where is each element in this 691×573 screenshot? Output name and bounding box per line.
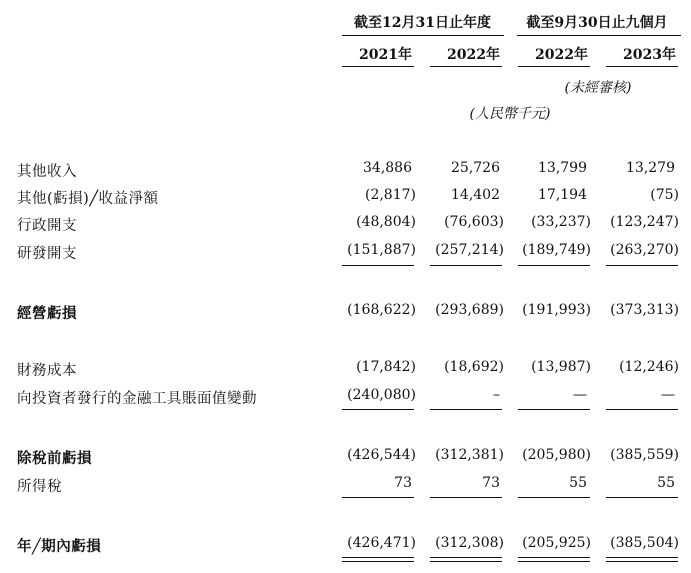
row-value: (385,559): [610, 447, 679, 463]
row-value: (13,987): [531, 359, 591, 375]
row-value: 73: [394, 475, 412, 491]
row-value: (205,980): [522, 447, 591, 463]
period-group-underline: [342, 35, 504, 36]
row-value: (426,471): [347, 535, 416, 551]
row-value: (123,247): [610, 214, 679, 230]
subtotal-rule: [342, 409, 414, 410]
row-value: (312,381): [435, 447, 504, 463]
subtotal-rule: [430, 265, 502, 266]
total-double-rule: [518, 557, 590, 562]
row-value: (263,270): [610, 242, 679, 258]
row-value: (48,804): [356, 214, 416, 230]
row-value: 13,799: [538, 160, 587, 176]
row-value: (75): [650, 187, 679, 203]
row-value: –: [493, 387, 500, 403]
row-value: 55: [569, 475, 587, 491]
row-label: 向投資者發行的金融工具賬面值變動: [17, 391, 257, 407]
total-double-rule: [430, 557, 502, 562]
row-value: (12,246): [619, 359, 679, 375]
period-group-year-ended: 截至12月31日止年度: [354, 15, 491, 31]
row-label: 其他收入: [17, 164, 77, 180]
year-header-underline: [518, 66, 590, 67]
row-value: 14,402: [451, 187, 500, 203]
row-value: (17,842): [356, 359, 416, 375]
row-label: 所得稅: [17, 479, 62, 495]
row-value: (257,214): [435, 242, 504, 258]
row-label-loss-for-period: 年╱期內虧損: [17, 538, 102, 555]
year-header: 2021年: [359, 47, 412, 63]
row-value: (385,504): [610, 535, 679, 551]
year-header: 2022年: [535, 47, 588, 63]
row-value: (33,237): [531, 214, 591, 230]
row-value: (426,544): [347, 447, 416, 463]
row-label-operating-loss: 經營虧損: [17, 305, 77, 322]
subtotal-rule: [518, 497, 590, 498]
row-value: 25,726: [451, 160, 500, 176]
row-value: 17,194: [538, 187, 587, 203]
subtotal-rule: [342, 497, 414, 498]
period-group-underline: [517, 35, 681, 36]
total-double-rule: [342, 557, 414, 562]
year-header: 2022年: [447, 47, 500, 63]
row-label: 其他(虧損)╱收益淨額: [17, 191, 159, 207]
row-value: (151,887): [347, 242, 416, 258]
subtotal-rule: [606, 409, 678, 410]
subtotal-rule: [518, 265, 590, 266]
row-value: 55: [657, 475, 675, 491]
subtotal-rule: [430, 409, 502, 410]
subtotal-rule: [606, 265, 678, 266]
row-value: (205,925): [522, 535, 591, 551]
year-header-underline: [430, 66, 502, 67]
subtotal-rule: [430, 497, 502, 498]
period-group-nine-months: 截至9月30日止九個月: [526, 15, 668, 31]
row-value: (191,993): [522, 302, 591, 318]
row-label: 財務成本: [17, 363, 77, 379]
subtotal-rule: [518, 409, 590, 410]
row-value: 13,279: [626, 160, 675, 176]
row-value: (2,817): [364, 187, 416, 203]
row-value: 34,886: [363, 160, 412, 176]
row-value: (168,622): [347, 302, 416, 318]
total-double-rule: [606, 557, 678, 562]
row-value: (76,603): [444, 214, 504, 230]
year-header-underline: [606, 66, 678, 67]
row-value: (240,080): [347, 387, 416, 403]
row-value: (373,313): [610, 302, 679, 318]
unit-note: (人民幣千元): [469, 106, 551, 122]
row-value: —: [573, 387, 587, 403]
row-value: —: [661, 387, 675, 403]
subtotal-rule: [342, 265, 414, 266]
subtotal-rule: [606, 497, 678, 498]
row-label: 研發開支: [17, 246, 77, 262]
row-label: 行政開支: [17, 218, 77, 234]
year-header-underline: [342, 66, 414, 67]
row-value: (293,689): [435, 302, 504, 318]
row-value: (312,308): [435, 535, 504, 551]
row-value: (189,749): [522, 242, 591, 258]
row-label-loss-before-tax: 除稅前虧損: [17, 450, 92, 467]
unaudited-note: (未經審核): [564, 80, 632, 96]
row-value: (18,692): [444, 359, 504, 375]
row-value: 73: [482, 475, 500, 491]
year-header: 2023年: [623, 47, 676, 63]
